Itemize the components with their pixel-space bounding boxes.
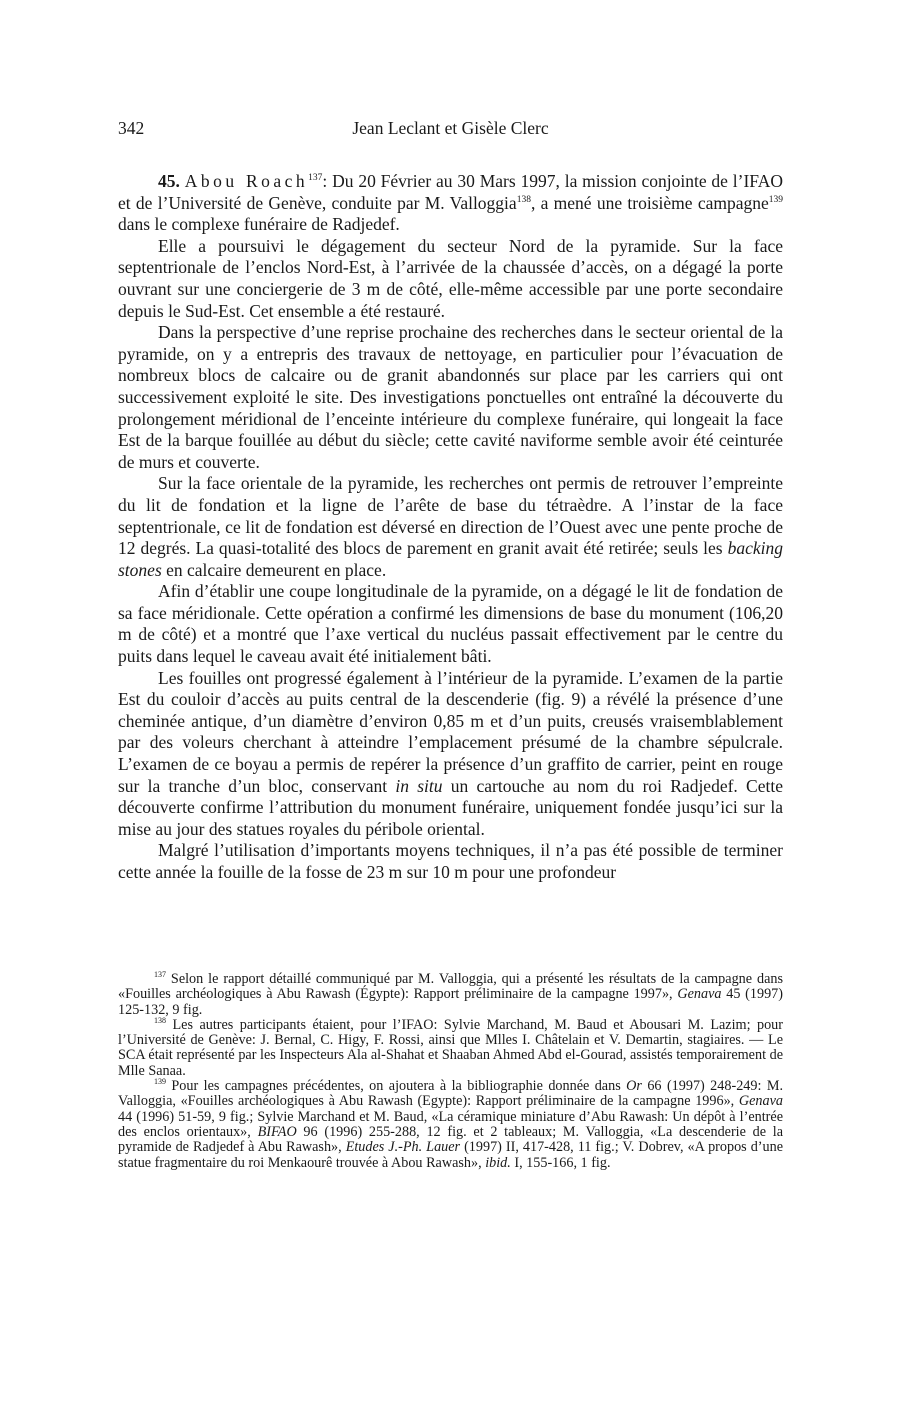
footnote-text: I, 155-166, 1 fig.: [510, 1154, 611, 1171]
paragraph-eastern-face: [118, 473, 783, 581]
site-name: Abou Roach: [184, 171, 309, 191]
footnote-ref-138[interactable]: 138: [516, 194, 531, 205]
emphasis-text: Or: [626, 1078, 642, 1095]
footnote-text: 45 (1997) 125-132, 9 fig.: [118, 986, 784, 1018]
footnote-number: 138: [154, 1015, 166, 1025]
emphasis-text: BIFAO: [257, 1123, 297, 1140]
running-head: Jean Leclant et Gisèle Clerc: [352, 118, 549, 138]
paragraph-text: : Du 20 Février au 30 Mars 1997, la mission conjointe de l’IFAO et de l’Université de Genève, conduite par M. Valloggia: [118, 171, 783, 213]
footnote-138: [118, 1015, 783, 1079]
footnote-text: Selon le rapport détaillé communiqué par M. Valloggia, qui a présenté les résultats de la campagne dans «Fouilles archéologiques à Abu Rawash (Égypte): Rapport préliminaire de la campagne 1997»,: [118, 971, 783, 1003]
footnote-text: Les autres participants étaient, pour l’IFAO: Sylvie Marchand, M. Baud et Abousari M. Lazim; pour l’Université de Genève: J. Bernal, C. Higy, F. Rossi, ainsi que Mlles I. Châtelain et V. Demartin, stagiaires. — Le SCA était représenté par les Inspecteurs Ala al-Shahat et Shaaban Ahmed Abd el-Gourad, assistés temporairement de Mlle Sanaa.: [118, 1016, 783, 1079]
footnote-text: 96 (1996) 255-288, 12 fig. et 2 tableaux; M. Valloggia, «La descenderie de la pyramide de Radjedef à Abu Rawash»,: [118, 1123, 784, 1156]
footnote-text: 66 (1997) 248-249: M. Valloggia, «Fouilles archéologiques à Abu Rawash (Egypte): Rapport préliminaire de la campagne 1996»,: [118, 1078, 783, 1110]
paragraph-45-intro: [118, 171, 783, 236]
footnote-ref-137[interactable]: 137: [308, 173, 323, 183]
footnote-text: (1997) II, 417-428, 11 fig.; V. Dobrev, «A propos d’une statue fragmentaire du roi Menkaourê trouvée à Abou Rawash»,: [118, 1139, 783, 1171]
footnote-number: 139: [154, 1077, 166, 1087]
footnote-ref-139[interactable]: 139: [768, 194, 784, 205]
paragraph-text: , a mené une troisième campagne: [530, 192, 769, 213]
paragraph-text: Les fouilles ont progressé également à l’intérieur de la pyramide. L’examen de la partie Est du couloir d’accès au puits central de la descenderie (fig. 9) a révélé la présence d’une cheminée antique, d’un diamètre d’environ 0,85 m et d’un puits, creusés vraisemblablement par des voleurs cherchant à atteindre l’emplacement présumé de la chambre sépulcrale. L’examen de ce boyau a permis de repérer la présence d’un graffito de carrier, peint en rouge sur la tranche d’un bloc, conservant: [118, 667, 783, 796]
footnote-139: [118, 1079, 783, 1171]
page-number: 342: [118, 118, 145, 138]
footnote-text: Pour les campagnes précédentes, on ajoutera à la bibliographie donnée dans: [166, 1078, 627, 1095]
footnotes: [118, 972, 783, 1171]
paragraph-text: dans le complexe funéraire de Radjedef.: [118, 214, 400, 235]
section-number: 45.: [158, 171, 180, 191]
emphasis-text: ibid.: [485, 1154, 511, 1171]
paragraph-north-sector: Elle a poursuivi le dégagement du secteur Nord de la pyramide. Sur la face septentrionale de l’enclos Nord-Est, à l’arrivée de la chaussée d’accès, on a dégagé la porte ouvrant sur une conciergerie de 3 m de côté, elle-même accessible par une porte secondaire depuis le Sud-Est. Cet ensemble a été restauré.: [118, 235, 783, 321]
emphasis-text: Genava: [738, 1093, 783, 1110]
paragraph-southern-face: Afin d’établir une coupe longitudinale de la pyramide, on a dégagé le lit de fondation de sa face méridionale. Cette opération a confirmé les dimensions de base du monument (106,20 m de côté) et a montré que l’axe vertical du nucléus passait effectivement par le centre du puits dans lequel le caveau avait été initialement bâti.: [118, 581, 783, 667]
emphasis-text: backing stones: [118, 538, 783, 580]
paragraph-eastern-sector: Dans la perspective d’une reprise prochaine des recherches dans le secteur oriental de la pyramide, on y a entrepris des travaux de nettoyage, en particulier pour l’évacuation de nombreux blocs de calcaire ou de granit abandonnés sur place par les carriers qui ont successivement exploité le site. Des investigations ponctuelles ont entraîné la découverte du prolongement méridional de l’enceinte intérieure du complexe funéraire, qui longeait la face Est de la barque fouillée au début du siècle; cette cavité naviforme semble avoir été ceinturée de murs et couverte.: [118, 322, 783, 472]
footnote-137: [118, 972, 783, 1018]
paragraph-text: Sur la face orientale de la pyramide, les recherches ont permis de retrouver l’empreinte du lit de fondation et la ligne de l’arête de base du tétraèdre. A l’instar de la face septentrionale, ce lit de fondation est déversé en direction de l’Ouest avec une pente proche de 12 degrés. La quasi-totalité des blocs de parement en granit avait été retirée; seuls les: [118, 473, 783, 559]
emphasis-text: Genava: [677, 986, 722, 1003]
footnote-number: 137: [154, 970, 166, 979]
page-header: [118, 118, 783, 142]
paragraph-technical-means: Malgré l’utilisation d’importants moyens techniques, il n’a pas été possible de terminer cette année la fouille de la fosse de 23 m sur 10 m pour une profondeur: [118, 840, 783, 882]
paragraph-interior: [118, 668, 783, 841]
paragraph-text: un cartouche au nom du roi Radjedef. Cette découverte confirme l’attribution du monument funéraire, uniquement fondée jusqu’ici sur la mise au jour des statues royales du péribole oriental.: [118, 775, 783, 839]
footnote-text: 44 (1996) 51-59, 9 fig.; Sylvie Marchand et M. Baud, «La céramique miniature d’Abu Rawash: Un dépôt à l’entrée des enclos orientaux»,: [118, 1108, 783, 1140]
emphasis-text: Etudes J.-Ph. Lauer: [345, 1139, 461, 1156]
body-text: [118, 171, 783, 884]
emphasis-text: in situ: [395, 775, 443, 796]
paragraph-text: en calcaire demeurent en place.: [161, 559, 387, 580]
